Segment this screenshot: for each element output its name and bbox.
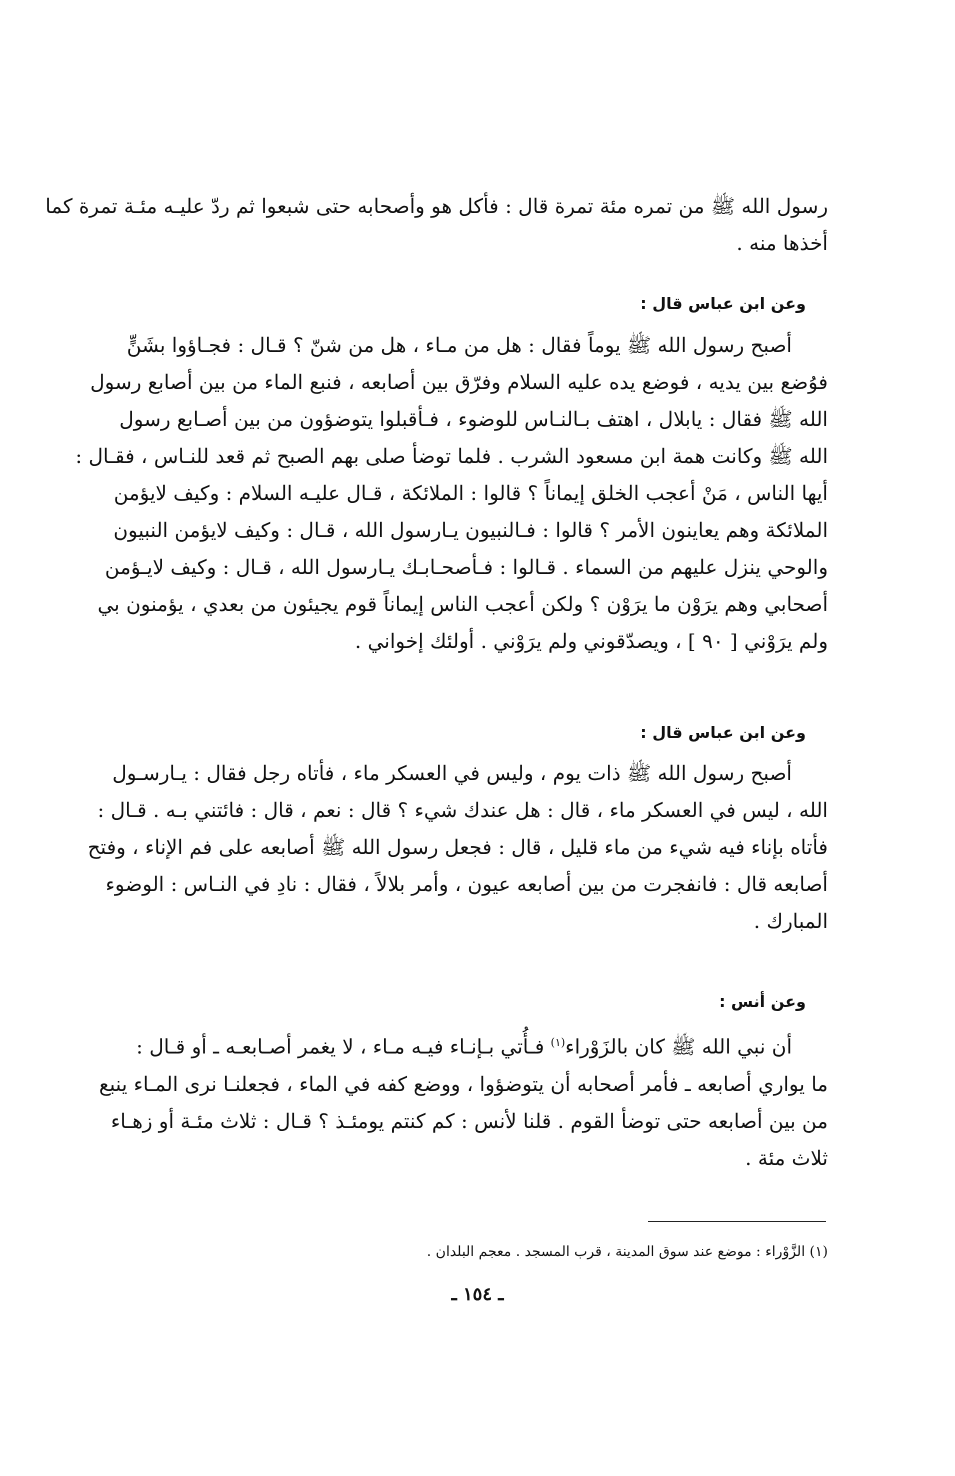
text-line: الملائكة وهم يعاينون الأمر ؟ قالوا : فـالنبيون يـارسول الله ، قـال : وكيف لايؤمن النبيون <box>113 518 828 542</box>
section-heading: وعن ابن عباس قال : <box>640 294 806 313</box>
footnote-marker: (١) <box>550 1036 566 1049</box>
section-paragraph <box>98 1024 828 1177</box>
text-line: أيها الناس ، مَنْ أعجب الخلق إيماناً ؟ قالوا : الملائكة ، قـال عليـه السلام : وكيف لايؤمن <box>113 481 828 505</box>
section-paragraph <box>87 755 828 940</box>
text-line: ما يواري أصابعه ـ فأمر أصحابه أن يتوضؤوا ، ووضع كفه في الماء ، فجعلنـا نرى المـاء ينبع <box>98 1071 828 1096</box>
text-line: أصبح رسول الله ﷺ يوماً فقال : هل من مـاء ، هل من شنّ ؟ قـال : فجـاؤوا بشَنٍّ <box>126 333 792 357</box>
text-line: الله ﷺ فقال : يابلال ، اهتف بـالنـاس للوضوء ، فـأقبلوا يتوضؤون من بين أصـابع رسول <box>119 407 828 431</box>
text-line: والوحي ينزل عليهم من السماء . قـالوا : فـأصحـابـك يـارسول الله ، قـال : وكيف لايـؤمن <box>104 555 828 579</box>
text-line: أصابعه قال : فانفجرت من بين أصابعه عيون ، وأمر بلالاً ، فقال : نادِ في النـاس : الوضوء <box>105 872 828 896</box>
section-heading: وعن أنس : <box>719 992 806 1011</box>
text-line: الله ، ليس في العسكر ماء ، قال : هل عندك شيء ؟ قال : نعم ، قال : فائتني بـه . قـال : <box>97 798 828 822</box>
footnote: (١) الزَّوْراء : موضع عند سوق المدينة ، قرب المسجد . معجم البلدان . <box>426 1244 828 1260</box>
text-line: أصحابي وهم يرَوْن ما يرَوْن ؟ ولكن أعجب الناس إيماناً قوم يجيئون من بعدي ، يؤمنون بي <box>97 592 828 616</box>
text-line: المبارك . <box>753 909 828 933</box>
text-line: أصبح رسول الله ﷺ ذات يوم ، وليس في العسكر ماء ، فأتاه رجل فقال : يـارسـول <box>112 761 792 785</box>
text-line: رسول الله ﷺ من تمره مئة تمرة قال : فأكل هو وأصحابه حتى شبعوا ثم ردّ عليـه مئـة تمرة كما <box>45 194 828 218</box>
text-line: ولم يرَوْني [ ٩٠ ] ، ويصدّقوني ولم يرَوْني . أولئك إخواني . <box>354 629 828 653</box>
text-line: ثلاث مئة . <box>745 1145 828 1170</box>
text-line: من بين أصابعه حتى توضأ القوم . قلنا لأنس : كم كنتم يومئـذ ؟ قـال : ثلاث مئـة أو زهـاء <box>110 1108 828 1133</box>
intro-paragraph <box>45 188 828 262</box>
footnote-divider <box>648 1221 826 1222</box>
text-line: الله ﷺ وكانت همة ابن مسعود الشرب . فلما توضأ صلى بهم الصبح ثم قعد للنـاس ، فقـال : <box>75 444 828 468</box>
page-number: ـ ١٥٤ ـ <box>451 1284 504 1305</box>
text-line: أخذها منه . <box>736 231 828 255</box>
text-line-start: أن نبي الله ﷺ كان بالزَوْراء <box>565 1034 792 1059</box>
text-line: فوُضع بين يديه ، فوضع يده عليه السلام وفرّق بين أصابعه ، فنبع الماء من بين أصابع رسول <box>90 370 828 394</box>
section-heading: وعن ابن عباس قال : <box>640 723 806 742</box>
text-line <box>128 1024 828 1066</box>
section-paragraph <box>75 327 828 660</box>
text-line-end: فـأُتي بـإنـاء فيـه مـاء ، لا يغمر أصـابعـه ـ أو قـال : <box>136 1034 551 1059</box>
text-line: فأتاه بإناء فيه شيء من ماء قليل ، قال : فجعل رسول الله ﷺ أصابعه على فم الإناء ، وفتح <box>87 835 828 859</box>
